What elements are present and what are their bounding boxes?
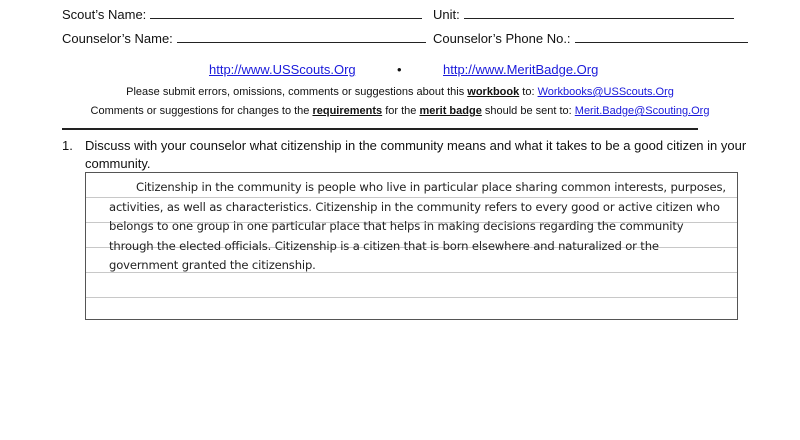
answer-text [109,178,739,276]
answer-line: Citizenship in the community is people who live in particular place sharing common interests, purposes, [136,180,726,194]
requirements-emphasis: requirements [312,105,383,117]
counselor-name-field [62,30,426,46]
section-divider [62,128,698,130]
answer-line: belongs to one group in one particular place that helps in making decisions regarding the community [109,219,684,234]
workbook-emphasis: workbook [467,86,520,98]
requirement-text-cont: community. [85,156,151,171]
unit-field [433,6,734,22]
counselor-name-label: Counselor’s Name: [62,31,173,46]
ruled-line [86,297,737,298]
note-text: Please submit errors, omissions, comments or suggestions about this [126,86,468,98]
counselor-phone-input[interactable] [575,30,748,43]
requirements-feedback-note [0,105,800,117]
note-text: Comments or suggestions for changes to the [90,105,313,117]
scout-name-label: Scout’s Name: [62,7,147,22]
usscouts-link[interactable]: http://www.USScouts.Org [209,62,356,77]
counselor-phone-label: Counselor’s Phone No.: [433,31,571,46]
answer-line: activities, as well as characteristics. Citizenship in the community refers to every good or active citizen who [109,199,720,214]
answer-line: government granted the citizenship. [109,258,316,273]
answer-line: through the elected officials. Citizenship is a citizen that is born elsewhere and naturalized or the [109,238,659,253]
answer-box[interactable] [85,172,738,320]
workbook-feedback-note [0,86,800,98]
counselor-name-input[interactable] [177,30,426,43]
unit-input[interactable] [464,6,734,19]
separator-bullet: • [397,62,402,77]
scout-name-input[interactable] [150,6,422,19]
workbooks-email-link[interactable]: Workbooks@USScouts.Org [537,86,674,98]
meritbadge-link[interactable]: http://www.MeritBadge.Org [443,62,599,77]
unit-label: Unit: [433,7,460,22]
merit-badge-email-link[interactable]: Merit.Badge@Scouting.Org [574,105,710,117]
note-text: should be sent to: [481,105,575,117]
note-text: for the [382,105,420,117]
requirement-text: Discuss with your counselor what citizenship in the community means and what it takes to be a good citizen in your [85,138,747,153]
merit-badge-emphasis: merit badge [419,105,482,117]
counselor-phone-field [433,30,748,46]
note-text: to: [519,86,538,98]
requirement-number: 1. [62,138,73,153]
scout-name-field [62,6,422,22]
